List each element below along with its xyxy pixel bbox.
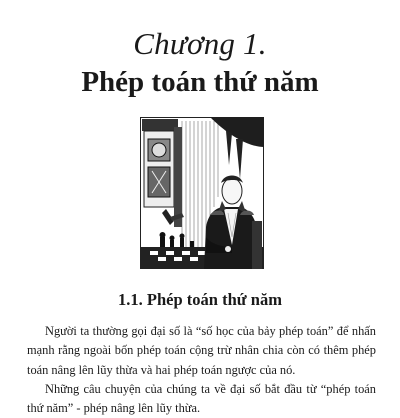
paragraph: Những câu chuyện của chúng ta về đại số bắt đầu từ “phép toán thứ năm” - phép nâng lên lũy thừa.	[27, 381, 376, 416]
section-heading: 1.1. Phép toán thứ năm	[118, 290, 282, 309]
paragraph: Người ta thường gọi đại số là “số học của bảy phép toán” để nhấn mạnh rằng ngoài bốn phép toán cộng trừ nhân chia còn có thêm phép toán nâng lên lũy thừa và hai phép toán ngược của nó.	[27, 324, 376, 377]
napoleon-engraving-illustration	[140, 117, 264, 269]
body-text	[27, 322, 376, 418]
chapter-label: Chương 1.	[133, 26, 267, 61]
chapter-title: Phép toán thứ năm	[81, 66, 319, 98]
